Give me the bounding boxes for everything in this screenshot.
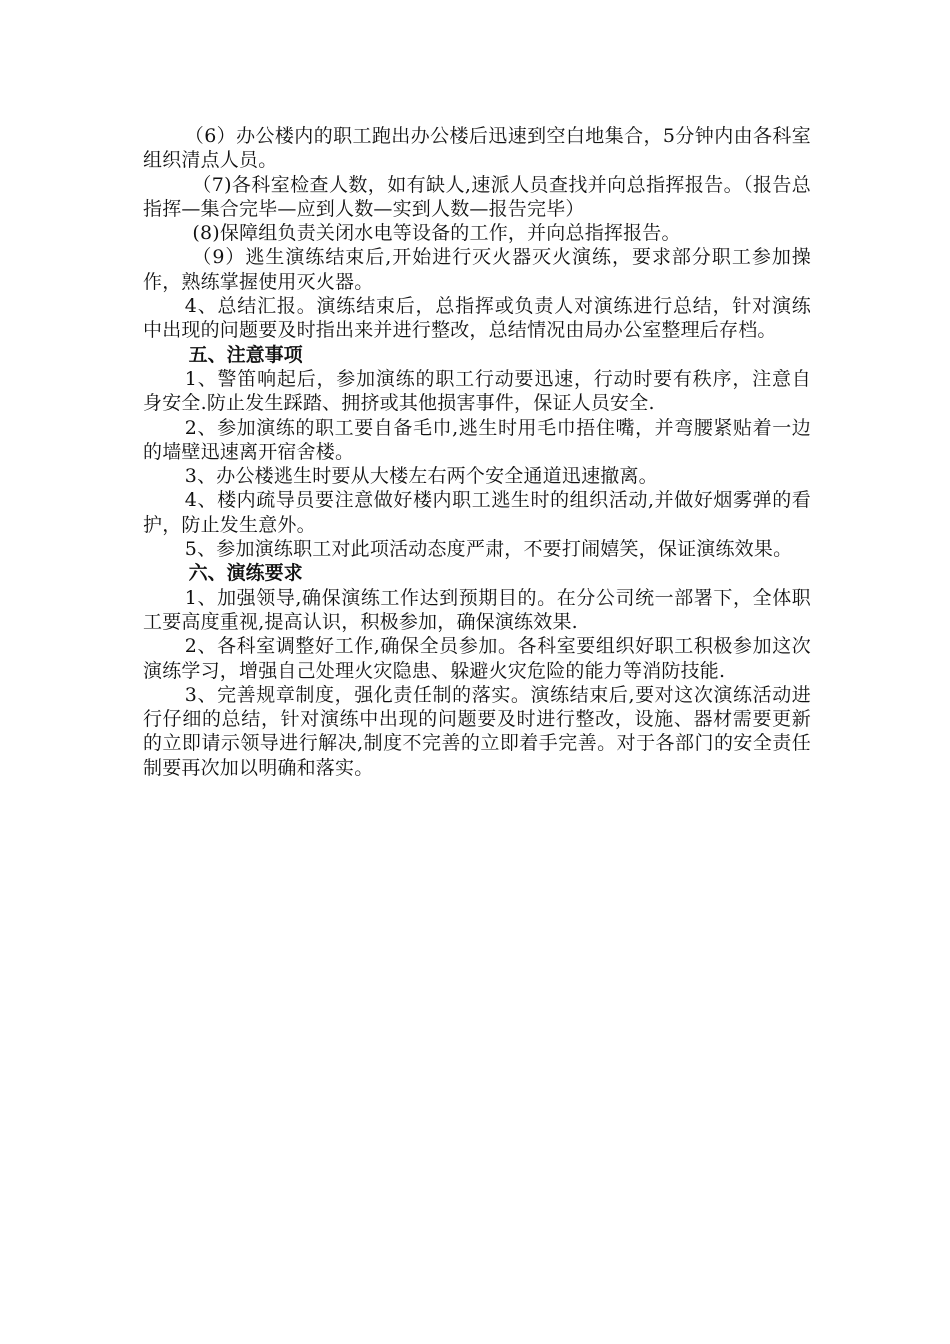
paragraph-item-7: （7)各科室检查人数，如有缺人,速派人员查找并向总指挥报告。（报告总指挥—集合完毕—应到人数—实到人数—报告完毕） bbox=[143, 173, 811, 220]
precaution-item-5: 5、参加演练职工对此项活动态度严肃，不要打闹嬉笑，保证演练效果。 bbox=[184, 538, 793, 561]
precaution-item-2: 2、参加演练的职工要自备毛巾,逃生时用毛巾捂住嘴，并弯腰紧贴着一边的墙壁迅速离开宿舍楼。 bbox=[143, 416, 811, 463]
requirement-item-3: 3、完善规章制度，强化责任制的落实。演练结束后,要对这次演练活动进行仔细的总结，针对演练中出现的问题要及时进行整改，设施、器材需要更新的立即请示领导进行解决,制度不完善的立即着手完善。对于各部门的安全责任制要再次加以明确和落实。 bbox=[143, 683, 811, 779]
paragraph-item-9: （9）逃生演练结束后,开始进行灭火器灭火演练，要求部分职工参加操作，熟练掌握使用灭火器。 bbox=[143, 246, 811, 293]
paragraph-item-8: (8)保障组负责关闭水电等设备的工作，并向总指挥报告。 bbox=[192, 222, 681, 245]
precaution-item-4: 4、楼内疏导员要注意做好楼内职工逃生时的组织活动,并做好烟雾弹的看护，防止发生意外。 bbox=[143, 489, 811, 536]
document-body bbox=[143, 124, 811, 780]
requirement-item-1: 1、加强领导,确保演练工作达到预期目的。在分公司统一部署下，全体职工要高度重视,提高认识，积极参加，确保演练效果. bbox=[143, 586, 811, 633]
precaution-item-1: 1、警笛响起后，参加演练的职工行动要迅速，行动时要有秩序，注意自身安全.防止发生踩踏、拥挤或其他损害事件，保证人员安全. bbox=[143, 367, 811, 415]
section-heading-precautions: 五、注意事项 bbox=[188, 343, 303, 366]
requirement-item-2: 2、各科室调整好工作,确保全员参加。各科室要组织好职工积极参加这次演练学习，增强自己处理火灾隐患、躲避火灾危险的能力等消防技能. bbox=[143, 635, 811, 682]
section-heading-requirements: 六、演练要求 bbox=[188, 562, 303, 585]
precaution-item-3: 3、办公楼逃生时要从大楼左右两个安全通道迅速撤离。 bbox=[184, 465, 658, 488]
paragraph-item-6: （6）办公楼内的职工跑出办公楼后迅速到空白地集合，5分钟内由各科室组织清点人员。 bbox=[143, 125, 811, 172]
paragraph-summary-report: 4、总结汇报。演练结束后，总指挥或负责人对演练进行总结，针对演练中出现的问题要及时指出来并进行整改，总结情况由局办公室整理后存档。 bbox=[143, 295, 811, 342]
